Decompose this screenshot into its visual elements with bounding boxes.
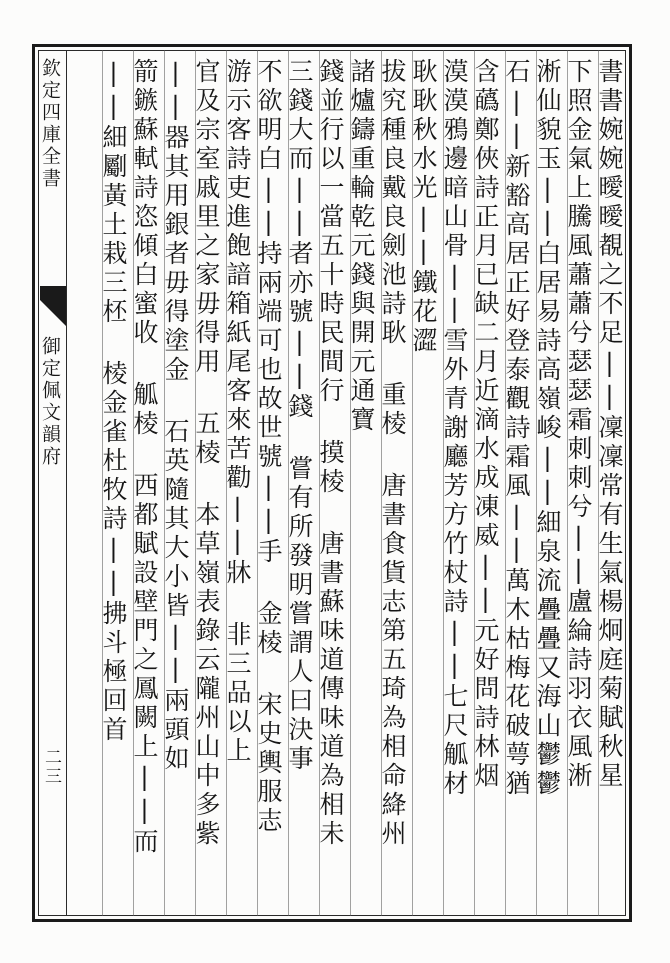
folio-number: 二三 — [41, 748, 61, 786]
book-title-top: 欽定四庫全書 — [39, 58, 61, 190]
text-column-7: 耿耿秋水光||鐵花澀 — [409, 58, 438, 356]
text-column-1: 書書婉婉曖曖覩之不足||凜凜常有生氣楊炯庭菊賦秋星 — [595, 58, 624, 791]
text-column-6: 漠漠鴉邊暗山骨||雪外青謝廳芳方竹杖詩||七尺觚材 — [440, 58, 469, 799]
text-column-13: 游示客詩吏進飽諳箱紙尾客來苦勸||牀 非三品以上 — [223, 58, 252, 766]
margin-divider — [66, 50, 67, 916]
text-column-5: 含蘤鄭俠詩正月已缺二月近滴水成凍威||元好問詩林烟 — [471, 58, 500, 791]
text-column-12: 不欲明白||持兩端可也故世號||手 金棱 宋史輿服志 — [254, 58, 283, 836]
text-column-14: 官及宗室戚里之家毋得用 五棱 本草嶺表錄云隴州山中多紫 — [192, 58, 221, 849]
text-column-11: 三錢大而||者亦號||錢 嘗有所發明嘗謂人曰決事 — [285, 58, 314, 774]
text-column-16: 箭鏃蘇軾詩恣傾白蜜收 觚棱 西都賦設壁門之鳳闕上||而 — [130, 58, 159, 857]
text-column-2: 下照金氣上騰風蕭蕭兮瑟瑟霜刺刺兮||盧綸詩羽衣風淅 — [564, 58, 593, 791]
book-title-bottom: 御定佩文韻府 — [39, 336, 61, 468]
fish-tail-mark — [40, 286, 66, 326]
text-column-8: 拔究種良戴良劍池詩耿 重棱 唐書食貨志第五琦為相命絳州 — [378, 58, 407, 849]
text-column-4: 石||新豁高居正好登泰觀詩霜風||萬木枯梅花破萼猶 — [502, 58, 531, 799]
text-column-10: 錢並行以一當五十時民間行 摸棱 唐書蘇味道傳味道為相未 — [316, 58, 345, 849]
text-column-9: 諸爐鑄重輪乾元錢與開元通寶 — [347, 58, 376, 435]
text-column-17: ||細劚黃土栽三柸 棱金雀杜牧詩||拂斗極回首 — [99, 58, 128, 745]
text-column-3: 淅仙貌玉||白居易詩高嶺峻||細泉流疊疊又海山鬱鬱 — [533, 58, 562, 799]
text-column-15: ||器其用銀者毋得塗金 石英隨其大小皆||兩頭如 — [161, 58, 190, 774]
